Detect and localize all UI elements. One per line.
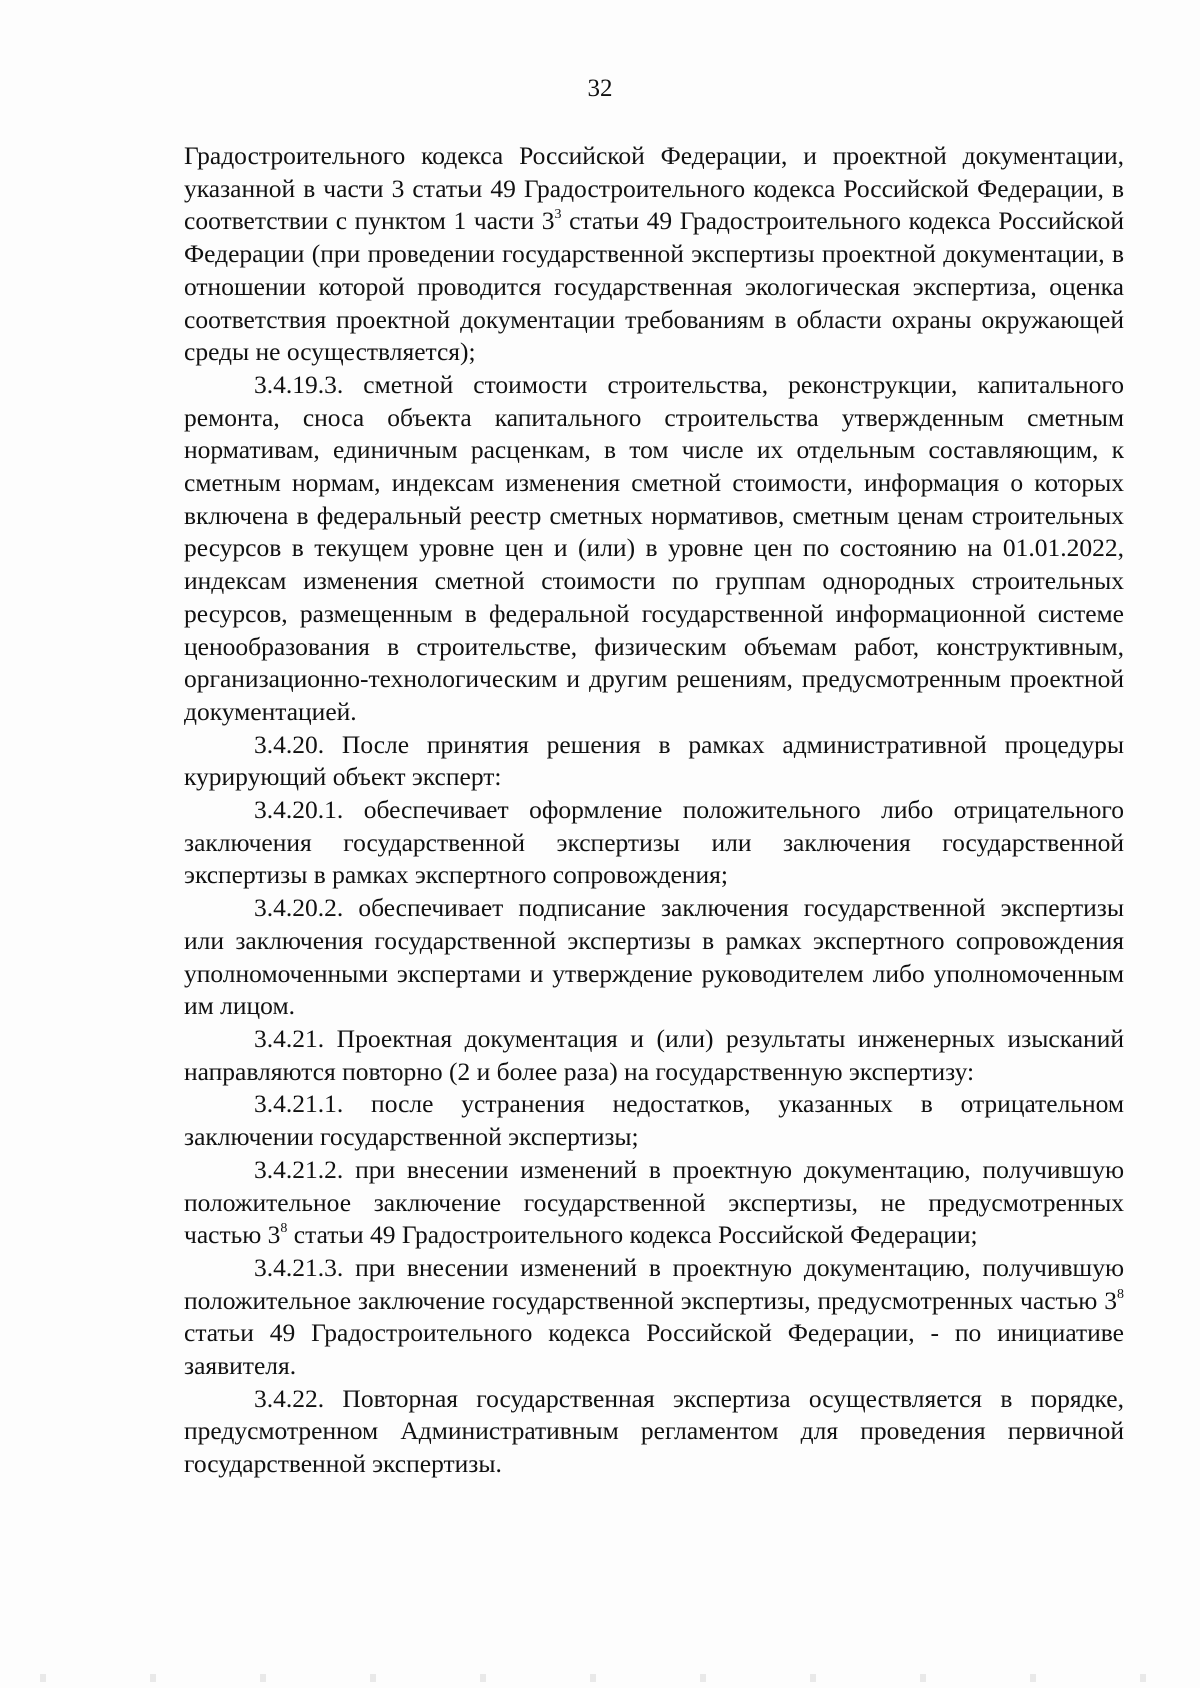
document-body <box>184 140 1124 1481</box>
paragraph-text: 3.4.21.3. при внесении изменений в проектную документацию, получившую положительное заключение государственной экспертизы, предусмотренных частью 3 <box>184 1252 1124 1315</box>
paragraph-text: Градостроительного кодекса Российской Федерации, и проектной документации, указанной в части 3 статьи 49 Градостроительного кодекса Российской Федерации, в соответствии с пунктом 1 части 3 <box>184 141 1124 236</box>
paragraph-3-4-20 <box>184 729 1124 794</box>
paragraph-text: 3.4.21.2. при внесении изменений в проектную документацию, получившую положительное заключение государственной экспертизы, не предусмотренных частью 3 <box>184 1154 1124 1250</box>
paragraph-text: 3.4.20.1. обеспечивает оформление положительного либо отрицательного заключения государственной экспертизы или заключения государственной экспертизы в рамках экспертного сопровождения; <box>184 795 1124 890</box>
paragraph-3-4-21-1 <box>184 1088 1124 1153</box>
paragraph-3-4-21 <box>184 1023 1124 1088</box>
superscript: 3 <box>554 207 562 223</box>
paragraph-text: 3.4.19.3. сметной стоимости строительства, реконструкции, капитального ремонта, сноса объекта капитального строительства утвержденным сметным нормативам, единичным расценкам, в том числе их отдельным составляющим, к сметным нормам, индексам изменения сметной стоимости, информация о которых включена в федеральный реестр сметных нормативов, сметным ценам строительных ресурсов в текущем уровне цен и (или) в уровне цен по состоянию на 01.01.2022, индексам изменения сметной стоимости по группам однородных строительных ресурсов, размещенным в федеральной государственной информационной системе ценообразования в строительстве, физическим объемам работ, конструктивным, организационно-технологическим и другим решениям, предусмотренным проектной документацией. <box>184 369 1124 726</box>
superscript: 8 <box>1117 1286 1124 1302</box>
paragraph-3-4-20-2 <box>184 892 1124 1023</box>
paragraph-text: статьи 49 Градостроительного кодекса Российской Федерации; <box>287 1220 978 1250</box>
paragraph-text: статьи 49 Градостроительного кодекса Российской Федерации (при проведении государственной экспертизы проектной документации, в отношении которой проводится государственная экологическая экспертиза, оценка соответствия проектной документации требованиям в области охраны окружающей среды не осуществляется); <box>184 206 1124 367</box>
paragraph-3-4-21-3 <box>184 1252 1124 1383</box>
paragraph-text: 3.4.22. Повторная государственная экспертиза осуществляется в порядке, предусмотренном Административным регламентом для проведения первичной государственной экспертизы. <box>184 1383 1124 1479</box>
scan-artifact-edge <box>0 1674 1200 1682</box>
paragraph-3-4-21-2 <box>184 1154 1124 1252</box>
superscript: 8 <box>280 1221 288 1237</box>
paragraph-text: 3.4.20. После принятия решения в рамках административной процедуры курирующий объект эксперт: <box>184 729 1124 792</box>
paragraph-text: 3.4.21. Проектная документация и (или) результаты инженерных изысканий направляются повторно (2 и более раза) на государственную экспертизу: <box>184 1023 1124 1086</box>
paragraph-text: 3.4.21.1. после устранения недостатков, указанных в отрицательном заключении государственной экспертизы; <box>184 1089 1124 1152</box>
paragraph-text: статьи 49 Градостроительного кодекса Российской Федерации, - по инициативе заявителя. <box>184 1318 1124 1381</box>
paragraph-3-4-22 <box>184 1383 1124 1481</box>
paragraph-text: 3.4.20.2. обеспечивает подписание заключения государственной экспертизы или заключения государственной экспертизы в рамках экспертного сопровождения уполномоченными экспертами и утверждение руководителем либо уполномоченным им лицом. <box>184 893 1124 1021</box>
paragraph-3-4-20-1 <box>184 794 1124 892</box>
paragraph-continuation <box>184 140 1124 369</box>
page-number: 32 <box>587 75 613 102</box>
paragraph-3-4-19-3 <box>184 369 1124 729</box>
